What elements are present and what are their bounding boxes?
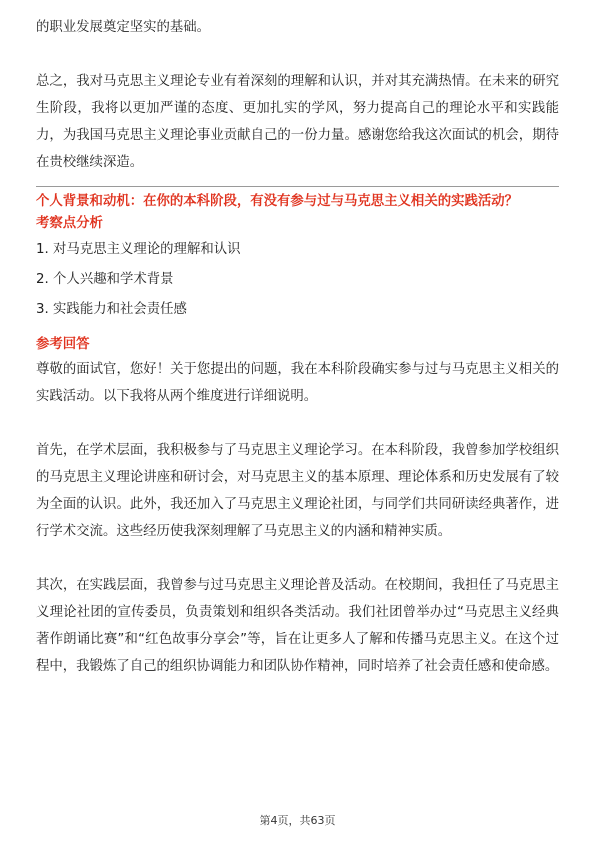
analysis-point: 1. 对马克思主义理论的理解和认识	[36, 242, 241, 257]
answer-paragraph: 其次，在实践层面，我曾参与过马克思主义理论普及活动。在校期间，我担任了马克思主义理论社团的宣传委员，负责策划和组织各类活动。我们社团曾举办过“马克思主义经典著作朗诵比赛”和“红色故事分享会”等，旨在让更多人了解和传播马克思主义。在这个过程中，我锻炼了自己的组织协调能力和团队协作精神，同时培养了社会责任感和使命感。	[36, 578, 559, 674]
spacer	[36, 41, 559, 68]
conclusion-paragraph: 总之，我对马克思主义理论专业有着深刻的理解和认识，并对其充满热情。在未来的研究生阶段，我将以更加严谨的态度、更加扎实的学风，努力提高自己的理论水平和实践能力，为我国马克思主义理论事业贡献自己的一份力量。感谢您给我这次面试的机会，期待在贵校继续深造。	[36, 74, 559, 170]
spacer	[36, 325, 559, 334]
document-page	[36, 14, 559, 680]
answer-paragraph: 首先，在学术层面，我积极参与了马克思主义理论学习。在本科阶段，我曾参加学校组织的马克思主义理论讲座和研讨会，对马克思主义的基本原理、理论体系和历史发展有了较为全面的认识。此外，我还加入了马克思主义理论社团，与同学们共同研读经典著作，进行学术交流。这些经历使我深刻理解了马克思主义的内涵和精神实质。	[36, 443, 559, 539]
spacer	[36, 410, 559, 437]
top-paragraph: 的职业发展奠定坚实的基础。	[36, 20, 211, 35]
page-footer: 第4页，共63页	[259, 814, 336, 827]
analysis-point: 2. 个人兴趣和学术背景	[36, 272, 174, 287]
analysis-list	[36, 235, 559, 325]
analysis-point: 3. 实践能力和社会责任感	[36, 302, 187, 317]
answer-paragraph: 尊敬的面试官，您好！关于您提出的问题，我在本科阶段确实参与过与马克思主义相关的实践活动。以下我将从两个维度进行详细说明。	[36, 362, 559, 404]
spacer	[36, 545, 559, 572]
answer-title: 参考回答	[36, 337, 90, 352]
section-divider	[36, 186, 559, 187]
question-heading: 个人背景和动机：在你的本科阶段，有没有参与过与马克思主义相关的实践活动？	[36, 194, 519, 209]
analysis-title: 考察点分析	[36, 216, 103, 231]
